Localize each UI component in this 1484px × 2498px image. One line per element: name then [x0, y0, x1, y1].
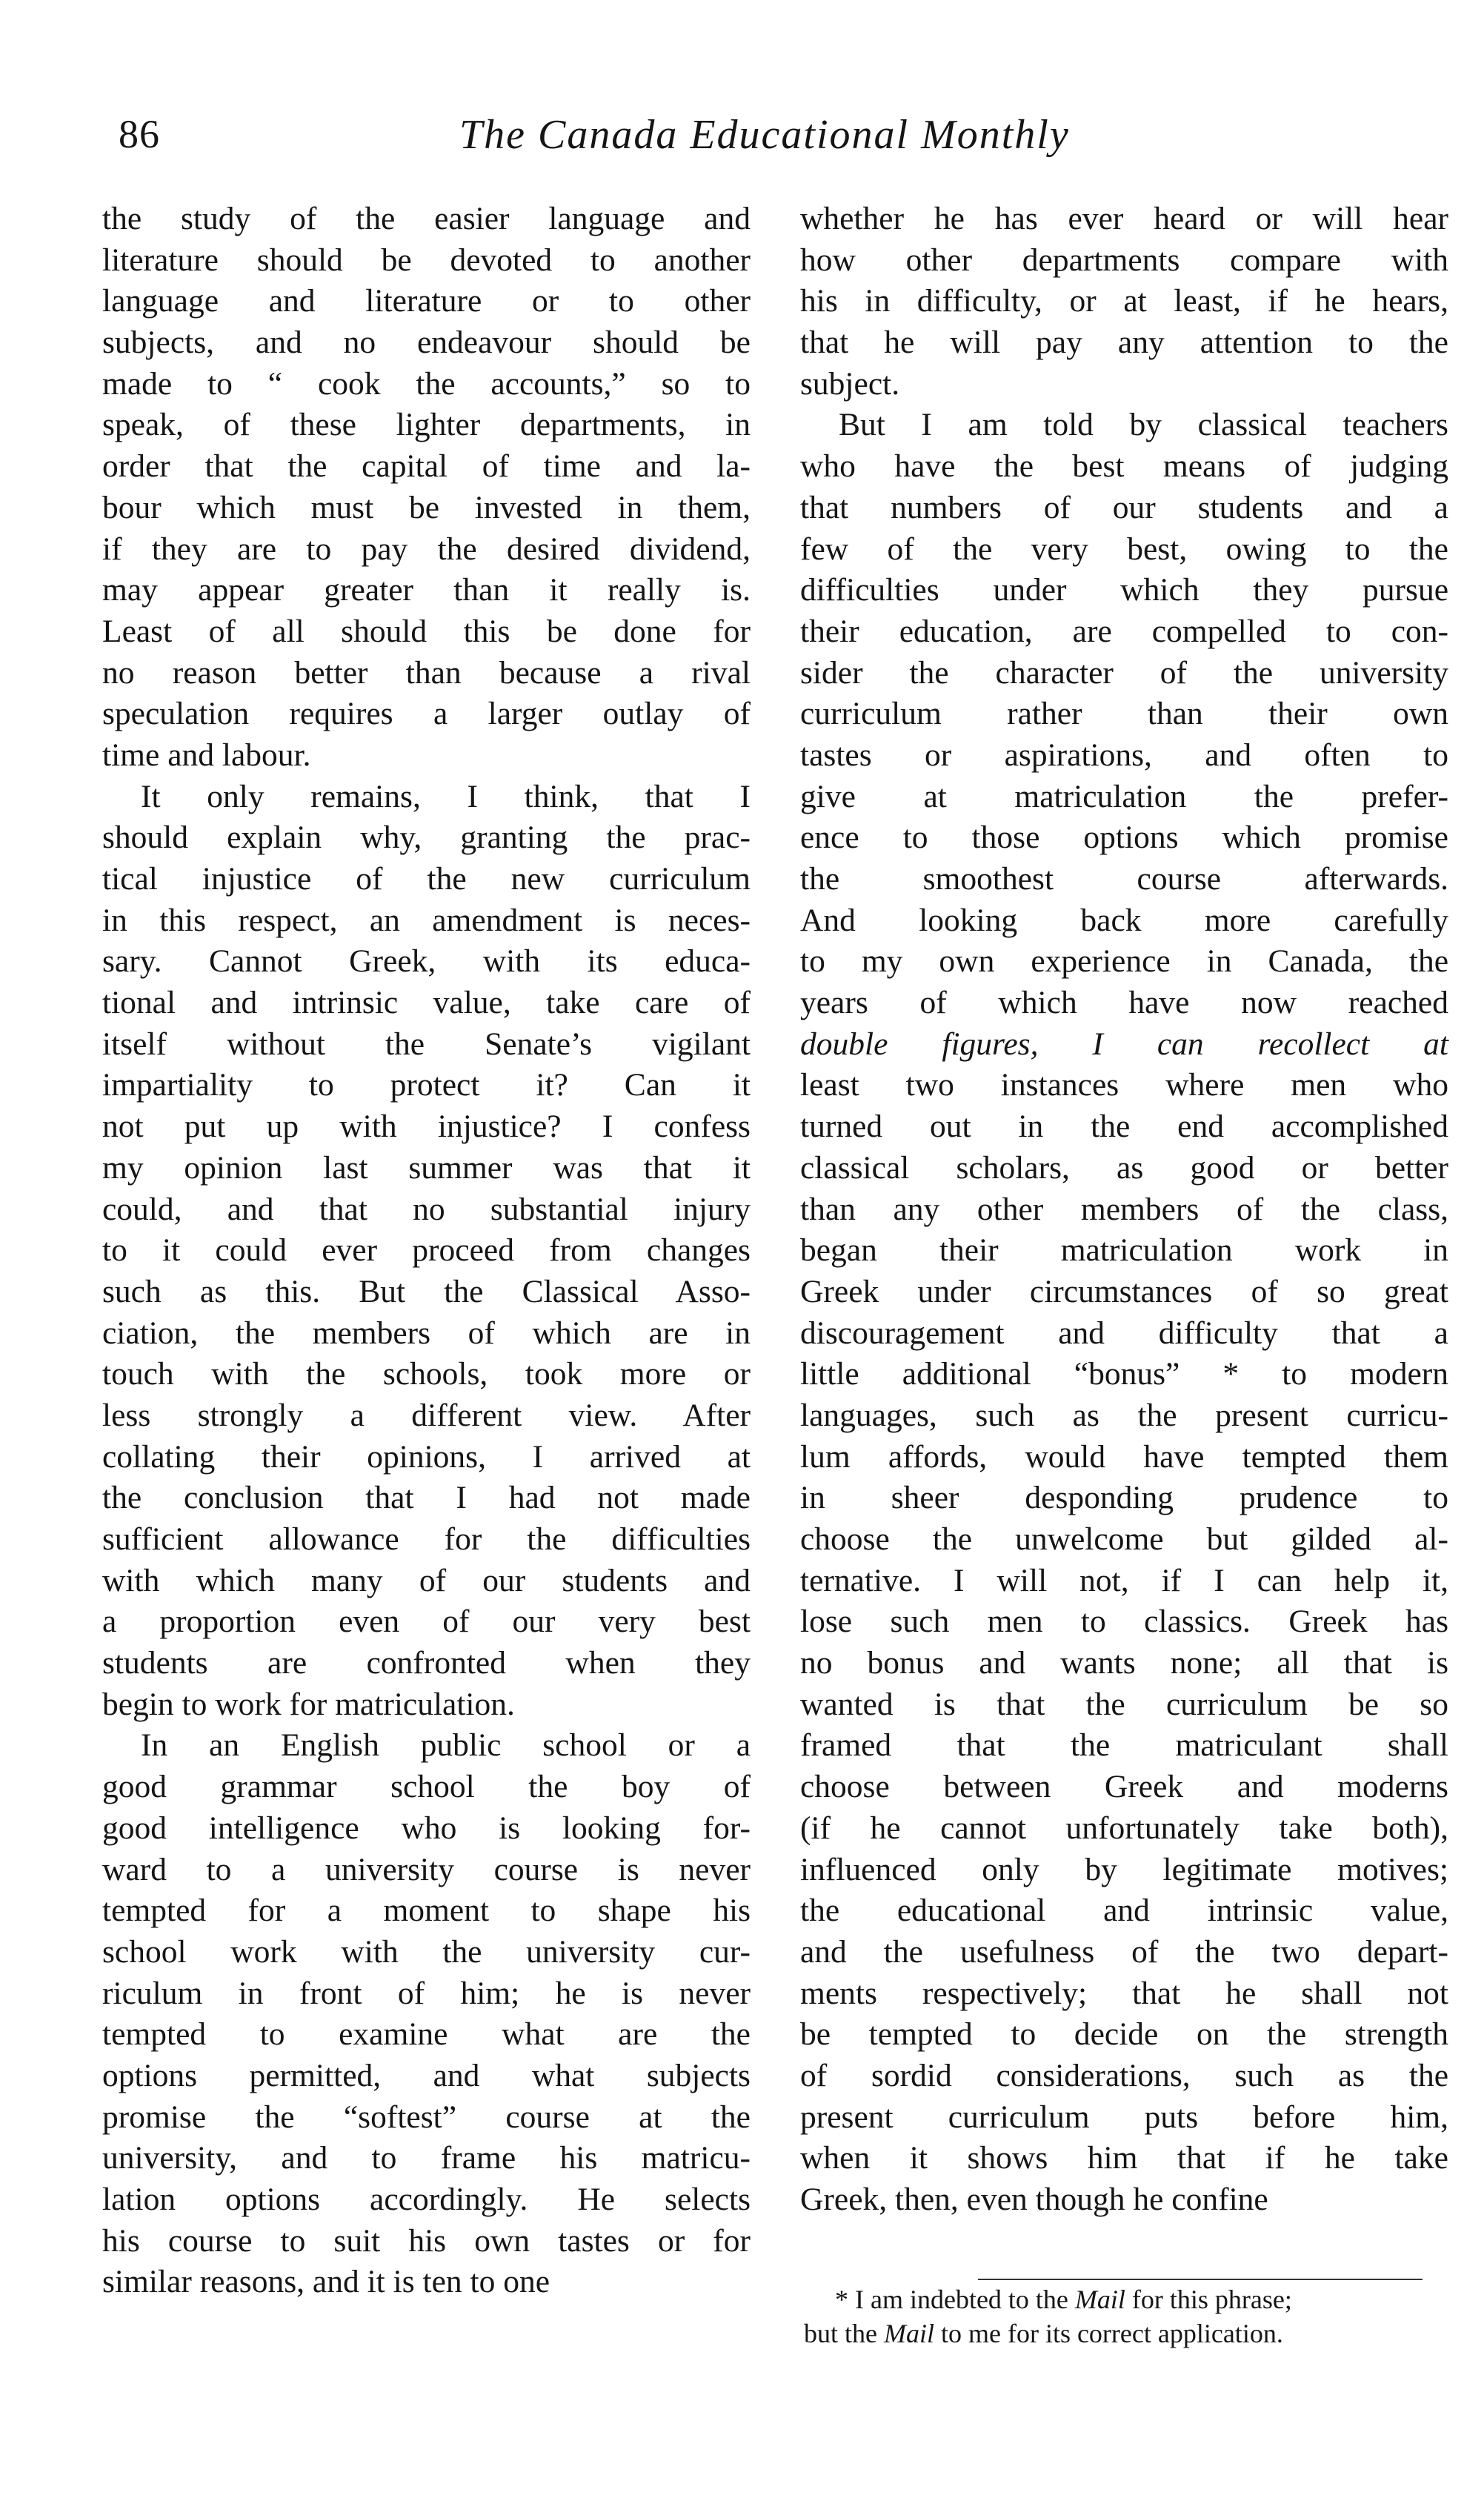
text-line: time and labour. [102, 737, 311, 773]
text-line: who have the best means of judging [800, 448, 1448, 485]
text-line: my opinion last summer was that it [102, 1149, 751, 1186]
text-line: sufficient allowance for the difficulties [102, 1521, 751, 1557]
footnote-line [804, 2282, 1456, 2316]
text-line: a proportion even of our very best [102, 1604, 751, 1640]
text-line: the educational and intrinsic value, [800, 1893, 1448, 1929]
text-line: good intelligence who is looking for- [102, 1810, 751, 1846]
text-line: present curriculum puts before him, [800, 2099, 1448, 2135]
text-line: begin to work for matriculation. [102, 1686, 515, 1722]
text-line: than any other members of the class, [800, 1191, 1448, 1227]
text-line: In an English public school or a [141, 1727, 751, 1764]
right-text-column [800, 199, 1448, 2221]
text-line: influenced only by legitimate motives; [800, 1851, 1448, 1887]
text-line: how other departments compare with [800, 242, 1448, 278]
text-line: tical injustice of the new curriculum [102, 861, 751, 897]
text-line: made to “ cook the accounts,” so to [102, 365, 751, 402]
text-line: give at matriculation the prefer- [800, 778, 1448, 814]
text-line: (if he cannot unfortunately take both), [800, 1810, 1448, 1846]
text-line: choose between Greek and moderns [800, 1769, 1448, 1805]
text-line: Greek, then, even though he confine [800, 2182, 1268, 2217]
text-line: least two instances where men who [800, 1067, 1448, 1103]
text-line: whether he has ever heard or will hear [800, 201, 1448, 236]
text-line: the conclusion that I had not made [102, 1480, 751, 1516]
text-line: no bonus and wants none; all that is [800, 1645, 1448, 1681]
text-line: similar reasons, and it is ten to one [102, 2264, 550, 2300]
footnote [804, 2282, 1456, 2351]
text-line: literature should be devoted to another [102, 242, 751, 278]
text-line: his course to suit his own tastes or for [102, 2222, 751, 2259]
text-line: curriculum rather than their own [800, 696, 1448, 732]
text-line: university, and to frame his matricu- [102, 2140, 751, 2176]
text-line: began their matriculation work in [800, 1232, 1448, 1269]
text-line: wanted is that the curriculum be so [800, 1686, 1448, 1722]
page-header [119, 111, 1373, 156]
text-line: subject. [800, 365, 900, 402]
text-line: ence to those options which promise [800, 820, 1448, 856]
text-line: framed that the matriculant shall [800, 1727, 1448, 1764]
text-line: difficulties under which they pursue [800, 572, 1448, 608]
text-line: years of which have now reached [800, 985, 1448, 1021]
text-line: his in difficulty, or at least, if he hears, [800, 283, 1448, 319]
text-line: ward to a university course is never [102, 1851, 751, 1887]
text-line: less strongly a different view. After [102, 1397, 751, 1433]
text-line: Greek under circumstances of so great [800, 1273, 1448, 1309]
text-line: ternative. I will not, if I can help it, [800, 1562, 1448, 1598]
text-line: classical scholars, as good or better [800, 1149, 1448, 1186]
text-line: subjects, and no endeavour should be [102, 325, 751, 361]
footnote-italic: Mail [1074, 2285, 1125, 2314]
text-line: not put up with injustice? I confess [102, 1109, 751, 1145]
text-line: ciation, the members of which are in [102, 1315, 751, 1351]
text-line: turned out in the end accomplished [800, 1109, 1448, 1145]
text-line: school work with the university cur- [102, 1933, 751, 1970]
text-line: tastes or aspirations, and often to [800, 737, 1448, 773]
text-line: good grammar school the boy of [102, 1769, 751, 1805]
text-line: lum affords, would have tempted them [800, 1438, 1448, 1475]
text-line: tional and intrinsic value, take care of [102, 985, 751, 1021]
text-line: lation options accordingly. He selects [102, 2182, 751, 2217]
text-line: and the usefulness of the two depart- [800, 1933, 1448, 1970]
text-line: ments respectively; that he shall not [800, 1975, 1448, 2011]
footnote-text: for this phrase; [1125, 2285, 1292, 2314]
text-line: collating their opinions, I arrived at [102, 1438, 751, 1475]
text-line: bour which must be invested in them, [102, 489, 751, 525]
text-line: touch with the schools, took more or [102, 1356, 751, 1392]
text-line: with which many of our students and [102, 1562, 751, 1598]
text-line: in sheer desponding prudence to [800, 1480, 1448, 1516]
text-line: students are confronted when they [102, 1645, 751, 1681]
text-line: their education, are compelled to con- [800, 613, 1448, 649]
text-line: could, and that no substantial injury [102, 1191, 751, 1227]
text-line: no reason better than because a rival [102, 654, 751, 691]
text-line: if they are to pay the desired dividend, [102, 531, 751, 567]
text-line: promise the “softest” course at the [102, 2099, 751, 2135]
footnote-italic: Mail [883, 2319, 934, 2348]
text-line: And looking back more carefully [800, 902, 1448, 938]
text-line: few of the very best, owing to the [800, 531, 1448, 567]
text-line: tempted to examine what are the [102, 2016, 751, 2053]
running-title: The Canada Educational Monthly [459, 112, 1070, 158]
text-line: that he will pay any attention to the [800, 325, 1448, 361]
text-line: impartiality to protect it? Can it [102, 1067, 751, 1103]
text-line: to it could ever proceed from changes [102, 1232, 751, 1269]
text-line: speculation requires a larger outlay of [102, 696, 751, 732]
text-line: choose the unwelcome but gilded al- [800, 1521, 1448, 1557]
text-line: order that the capital of time and la- [102, 448, 751, 485]
text-line: sider the character of the university [800, 654, 1448, 691]
text-line: It only remains, I think, that I [141, 778, 751, 814]
page-number: 86 [119, 112, 160, 156]
footnote-line [804, 2316, 1456, 2351]
text-line: options permitted, and what subjects [102, 2057, 751, 2093]
text-line: Least of all should this be done for [102, 613, 751, 649]
text-line: the smoothest course afterwards. [800, 861, 1448, 897]
footnote-text: to me for its correct application. [934, 2319, 1283, 2348]
text-line: may appear greater than it really is. [102, 572, 751, 608]
text-line: double figures, I can recollect at [800, 1026, 1448, 1062]
text-line: should explain why, granting the prac- [102, 820, 751, 856]
text-line: the study of the easier language and [102, 201, 751, 236]
text-line: sary. Cannot Greek, with its educa- [102, 943, 751, 980]
text-line: discouragement and difficulty that a [800, 1315, 1448, 1351]
text-line: languages, such as the present curricu- [800, 1397, 1448, 1433]
left-text-column [102, 199, 751, 2303]
text-line: be tempted to decide on the strength [800, 2016, 1448, 2053]
footnote-rule [978, 2279, 1423, 2280]
text-line: that numbers of our students and a [800, 489, 1448, 525]
text-line: But I am told by classical teachers [839, 407, 1448, 443]
text-line: lose such men to classics. Greek has [800, 1604, 1448, 1640]
footnote-text: but the [804, 2319, 884, 2348]
footnote-text: * I am indebted to the [835, 2285, 1075, 2314]
text-line: tempted for a moment to shape his [102, 1893, 751, 1929]
text-line: such as this. But the Classical Asso- [102, 1273, 751, 1309]
text-line: of sordid considerations, such as the [800, 2057, 1448, 2093]
text-line: speak, of these lighter departments, in [102, 407, 751, 443]
text-line: riculum in front of him; he is never [102, 1975, 751, 2011]
text-line: little additional “bonus” * to modern [800, 1356, 1448, 1392]
text-line: when it shows him that if he take [800, 2140, 1448, 2176]
text-line: in this respect, an amendment is neces- [102, 902, 751, 938]
text-line: to my own experience in Canada, the [800, 943, 1448, 980]
text-line: itself without the Senate’s vigilant [102, 1026, 751, 1062]
text-line: language and literature or to other [102, 283, 751, 319]
